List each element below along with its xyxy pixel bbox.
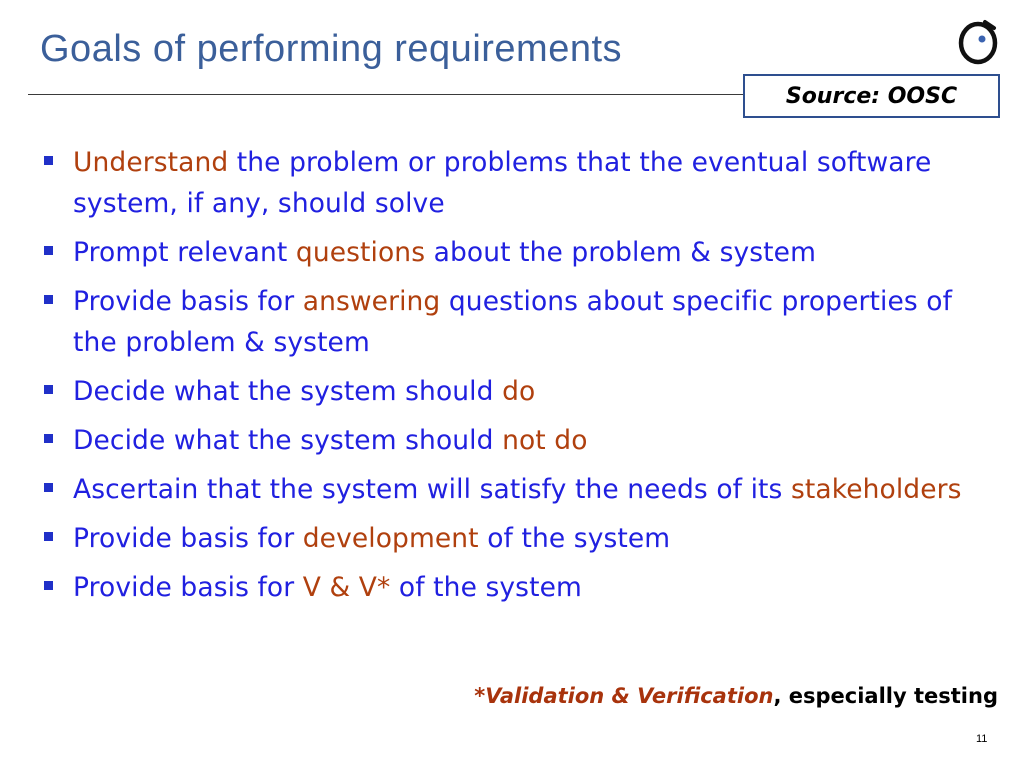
square-bullet-icon (44, 156, 53, 165)
bullet-text: Provide basis for (73, 523, 303, 554)
footnote (474, 684, 998, 708)
page-number: 11 (976, 733, 988, 745)
highlighted-term: do (502, 376, 536, 407)
bullet-text: of the system (390, 572, 582, 603)
bullet-item (44, 142, 984, 224)
highlighted-term: Understand (73, 147, 229, 178)
bullet-text: about the problem & system (425, 237, 816, 268)
highlighted-term: answering (302, 286, 441, 317)
square-bullet-icon (44, 581, 53, 590)
square-bullet-icon (44, 295, 53, 304)
highlighted-term: not do (502, 425, 588, 456)
bullet-text: Prompt relevant (73, 237, 296, 268)
highlighted-term: questions (295, 237, 426, 268)
bullet-list (44, 142, 984, 616)
bullet-item (44, 469, 984, 510)
bullet-item (44, 518, 984, 559)
square-bullet-icon (44, 385, 53, 394)
bullet-item (44, 420, 984, 461)
square-bullet-icon (44, 434, 53, 443)
bullet-item (44, 371, 984, 412)
source-box (743, 74, 1000, 118)
square-bullet-icon (44, 246, 53, 255)
bullet-text: the problem or problems that the eventual software system, if any, should solve (73, 147, 932, 219)
bullet-text: of the system (478, 523, 671, 554)
source-label: Source: OOSC (785, 83, 958, 109)
bullet-item (44, 281, 984, 363)
highlighted-term: stakeholders (790, 474, 962, 505)
square-bullet-icon (44, 483, 53, 492)
title-divider (28, 94, 746, 95)
eiffel-o-logo (954, 18, 1002, 66)
bullet-text: Ascertain that the system will satisfy the needs of its (73, 474, 791, 505)
footnote-remark: , especially testing (773, 684, 998, 708)
bullet-item (44, 232, 984, 273)
bullet-text: Provide basis for (73, 286, 303, 317)
bullet-text: questions about specific properties of the problem & system (73, 286, 953, 358)
square-bullet-icon (44, 532, 53, 541)
bullet-text: Decide what the system should (73, 425, 503, 456)
highlighted-term: V & V* (302, 572, 391, 603)
bullet-item (44, 567, 984, 608)
slide-title: Goals of performing requirements (40, 28, 623, 70)
bullet-text: Provide basis for (73, 572, 303, 603)
highlighted-term: development (302, 523, 479, 554)
footnote-definition: *Validation & Verification (474, 684, 774, 708)
bullet-text: Decide what the system should (73, 376, 503, 407)
